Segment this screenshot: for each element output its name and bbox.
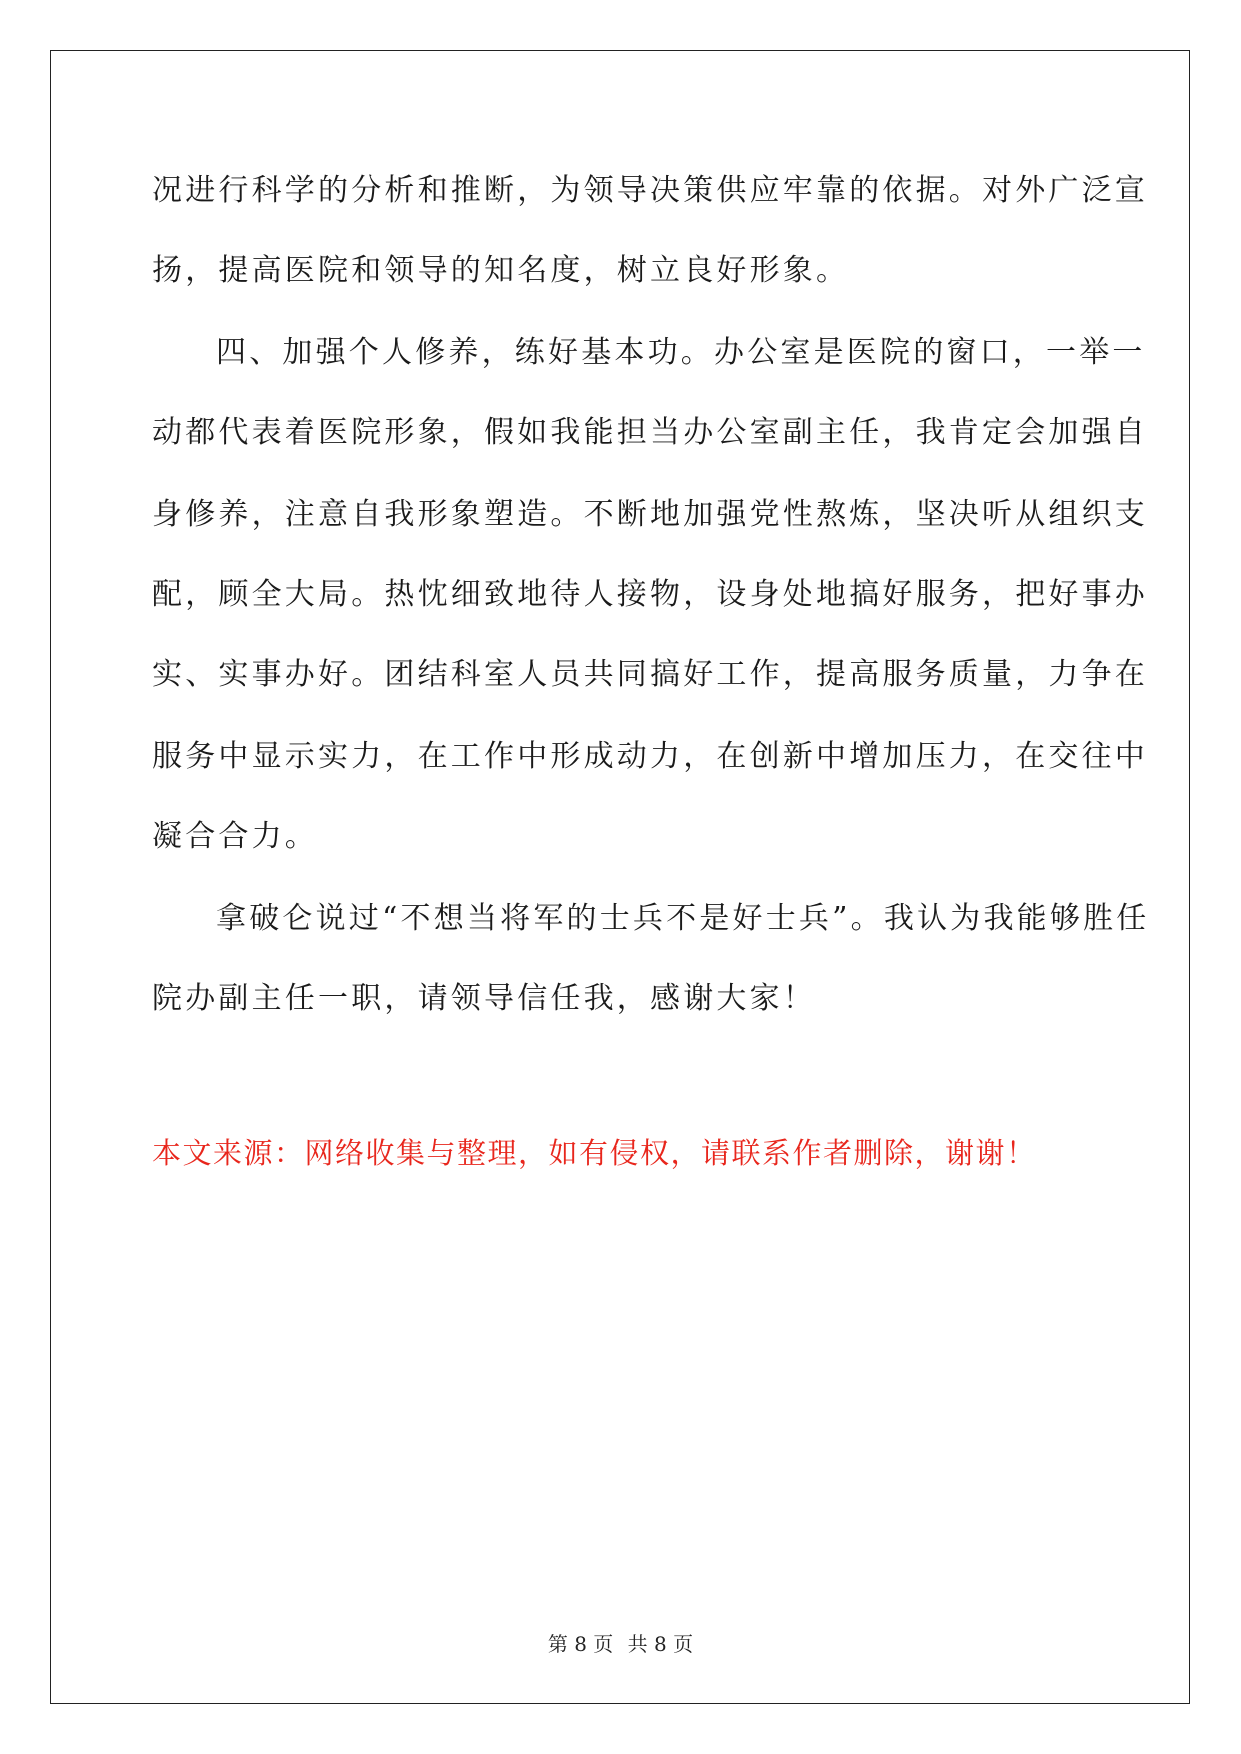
body-line: 服务中显示实力，在工作中形成动力，在创新中增加压力，在交往中	[152, 739, 1148, 774]
body-line: 身修养，注意自我形象塑造。不断地加强党性熬炼，坚决听从组织支	[152, 497, 1148, 532]
page-number: 第 8 页	[547, 1632, 614, 1656]
body-line: 扬，提高医院和领导的知名度，树立良好形象。	[152, 253, 850, 288]
body-line: 凝合合力。	[152, 819, 318, 854]
body-line: 况进行科学的分析和推断，为领导决策供应牢靠的依据。对外广泛宣	[152, 173, 1148, 208]
page-border	[50, 50, 1190, 1704]
body-line: 配，顾全大局。热忱细致地待人接物，设身处地搞好服务，把好事办	[152, 577, 1148, 612]
body-line: 实、实事办好。团结科室人员共同搞好工作，提高服务质量，力争在	[152, 657, 1148, 692]
body-line: 动都代表着医院形象，假如我能担当办公室副主任，我肯定会加强自	[152, 415, 1148, 450]
paragraph-start-line: 拿破仑说过“不想当将军的士兵不是好士兵”。我认为我能够胜任	[216, 901, 1150, 936]
page-footer	[0, 1628, 1241, 1657]
body-line: 院办副主任一职，请领导信任我，感谢大家！	[152, 981, 816, 1016]
page-total: 共 8 页	[627, 1632, 694, 1656]
paragraph-start-line: 四、加强个人修养，练好基本功。办公室是医院的窗口，一举一	[216, 335, 1146, 370]
source-note: 本文来源：网络收集与整理，如有侵权，请联系作者删除，谢谢！	[152, 1136, 1037, 1170]
